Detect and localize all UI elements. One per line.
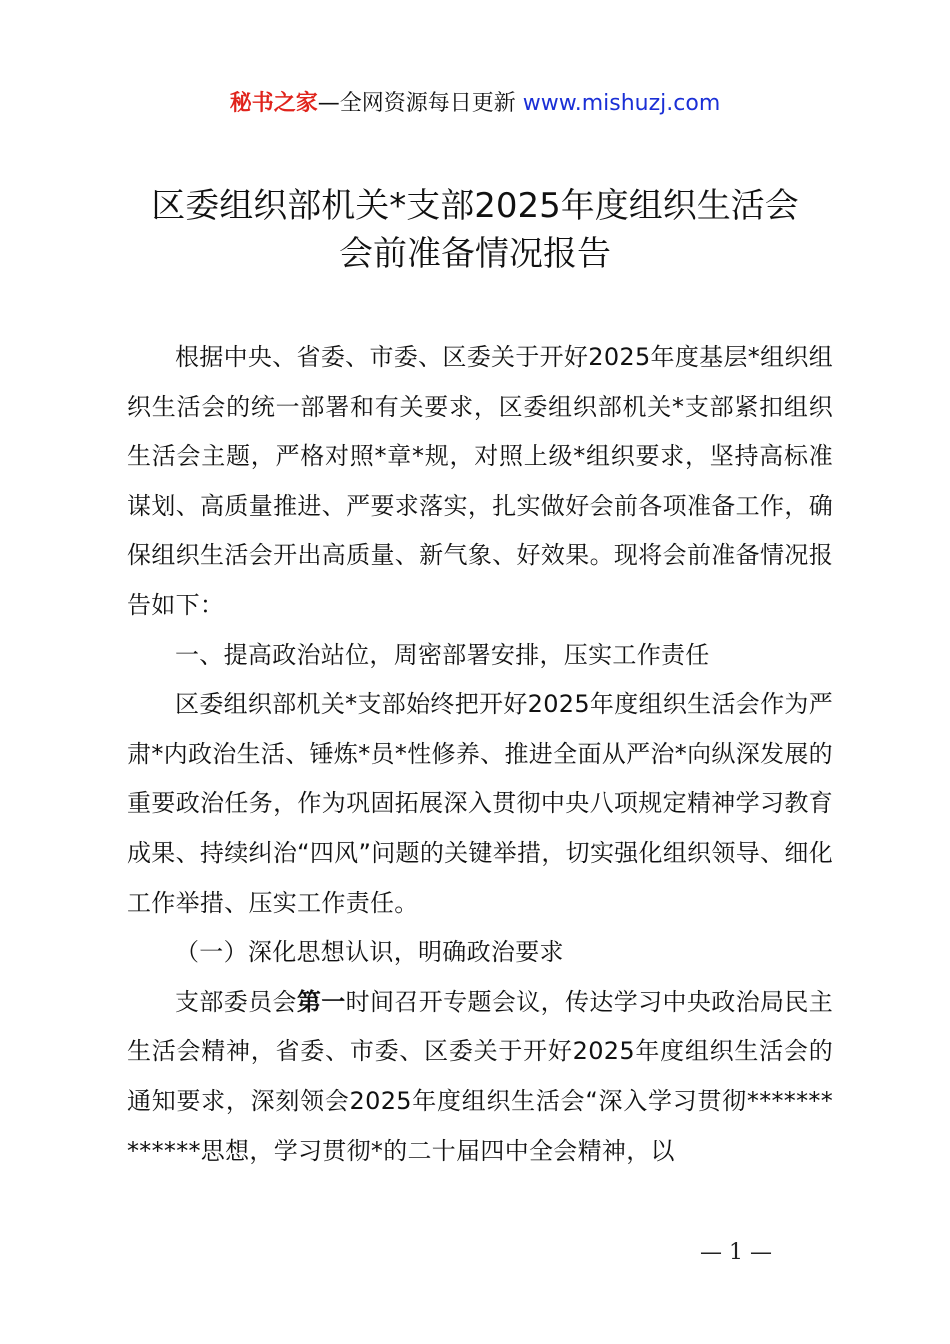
title-line-1: 区委组织部机关*支部2025年度组织生活会 [151, 186, 799, 226]
section-1-heading: 一、提高政治站位，周密部署安排，压实工作责任 [175, 640, 710, 669]
subsection-1-emphasis: 第一 [296, 987, 346, 1016]
section-1-paragraph: 区委组织部机关*支部始终把开好2025年度组织生活会作为严肃*内政治生活、锤炼*员*性修养、推进全面从严治*向纵深发展的重要政治任务，作为巩固拓展深入贯彻中央八项规定精神学习教育成果、持续纠治“四风”问题的关键举措，切实强化组织领导、细化工作举措、压实工作责任。 [127, 690, 833, 917]
subsection-1-text-rest: 时间召开专题会议，传达学习中央政治局民主生活会精神，省委、市委、区委关于开好2025年度组织生活会的通知要求，深刻领会2025年度组织生活会“深入学习贯彻*************思想，学习贯彻*的二十届四中全会精神，以 [127, 987, 834, 1165]
banner-slogan: —全网资源每日更新 [317, 91, 516, 116]
subsection-1-paragraph [127, 978, 833, 1176]
title-line-2: 会前准备情况报告 [339, 234, 611, 274]
brand-name: 秘书之家 [229, 91, 318, 116]
subsection-1-text-start: 支部委员会 [175, 987, 297, 1016]
subsection-1-heading: （一）深化思想认识，明确政治要求 [175, 938, 564, 967]
document-title [0, 182, 950, 278]
intro-paragraph: 根据中央、省委、市委、区委关于开好2025年度基层*组织组织生活会的统一部署和有关要求，区委组织部机关*支部紧扣组织生活会主题，严格对照*章*规，对照上级*组织要求，坚持高标准谋划、高质量推进、严要求落实，扎实做好会前各项准备工作，确保组织生活会开出高质量、新气象、好效果。现将会前准备情况报告如下： [127, 343, 833, 619]
page-number: — 1 — [700, 1240, 772, 1265]
document-body [127, 333, 833, 1176]
site-banner [0, 88, 950, 120]
site-url-link[interactable]: www.mishuzj.com [522, 91, 721, 116]
